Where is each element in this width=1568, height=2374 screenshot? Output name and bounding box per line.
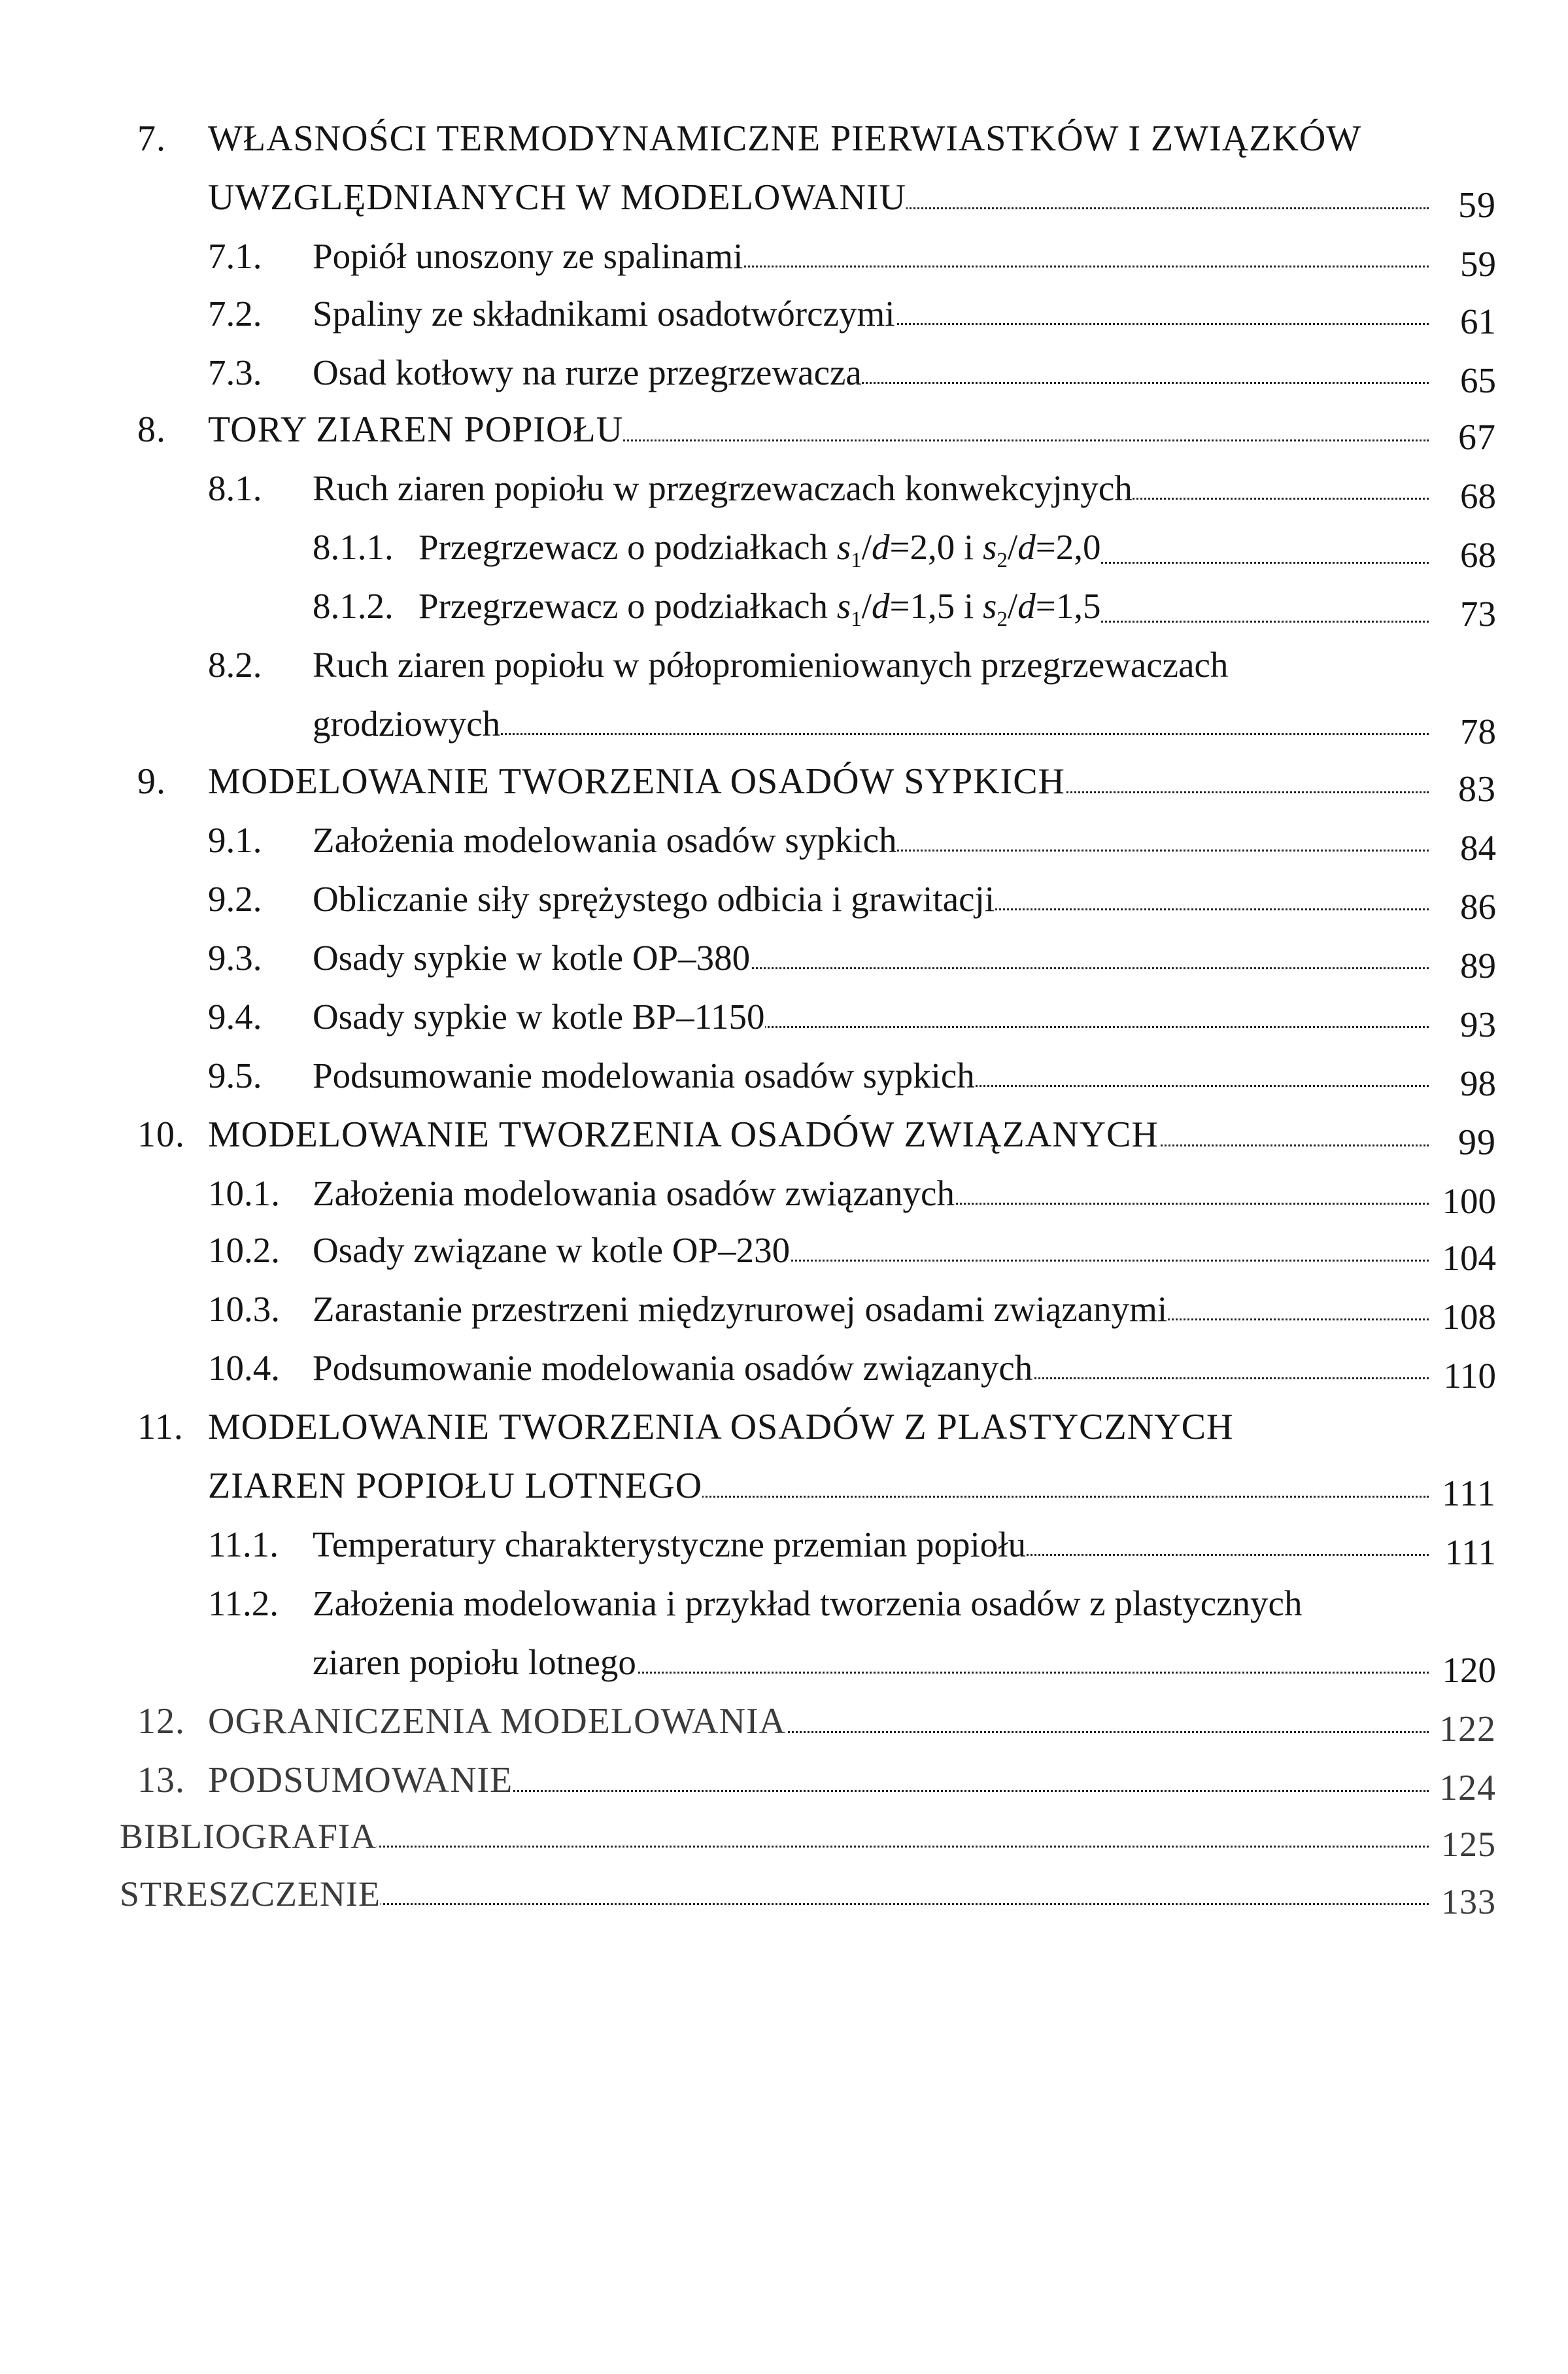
- toc-entry-7-3[interactable]: [0, 352, 1568, 411]
- toc-entry-7[interactable]: [0, 118, 1568, 177]
- toc-number: 8.1.: [208, 468, 262, 508]
- toc-entry-11-continued[interactable]: [0, 1465, 1568, 1524]
- toc-title: [313, 1055, 1429, 1096]
- toc-number: 9.4.: [208, 997, 262, 1037]
- toc-page-number: 120: [1442, 1650, 1496, 1690]
- toc-page-number: 122: [1439, 1709, 1496, 1749]
- toc-number: 10.: [137, 1114, 185, 1155]
- toc-title: [313, 996, 1429, 1037]
- toc-title: [208, 409, 1429, 451]
- toc-page-number: 104: [1442, 1238, 1496, 1278]
- toc-page-number: 93: [1460, 1005, 1496, 1044]
- toc-title: [208, 761, 1429, 802]
- toc-title-text: STRESZCZENIE: [120, 1874, 381, 1914]
- toc-title: WŁASNOŚCI TERMODYNAMICZNE PIERWIASTKÓW I ZWIĄZKÓW: [208, 118, 1362, 159]
- toc-number: 10.4.: [208, 1348, 280, 1388]
- toc-title-text: Zarastanie przestrzeni międzyrurowej osadami związanymi: [313, 1289, 1168, 1329]
- toc-title: [313, 1347, 1429, 1388]
- toc-entry-7-2[interactable]: [0, 293, 1568, 352]
- toc-title: [313, 819, 1429, 861]
- toc-title-text: Osady związane w kotle OP–230: [313, 1230, 791, 1270]
- toc-title: [313, 235, 1429, 277]
- toc-number: 8.1.2.: [313, 586, 394, 626]
- toc-title-text: OGRANICZENIA MODELOWANIA: [208, 1701, 787, 1742]
- toc-number: 13.: [137, 1760, 185, 1800]
- toc-title: [313, 703, 1429, 744]
- toc-title: Ruch ziaren popiołu w półopromieniowanych przegrzewaczach: [313, 645, 1229, 685]
- toc-number: 9.2.: [208, 879, 262, 919]
- toc-title-text: Obliczanie siły sprężystego odbicia i grawitacji: [313, 879, 995, 919]
- toc-title: [313, 293, 1429, 334]
- toc-entry-11-2[interactable]: [0, 1583, 1568, 1642]
- toc-title: [313, 1288, 1429, 1330]
- toc-title-text: MODELOWANIE TWORZENIA OSADÓW SYPKICH: [208, 761, 1065, 802]
- toc-entry-8-2[interactable]: [0, 644, 1568, 703]
- toc-number: 7.: [137, 118, 166, 159]
- toc-title: [313, 468, 1429, 509]
- toc-title: [313, 1642, 1429, 1683]
- toc-number: 8.: [137, 409, 166, 450]
- toc-title-text: Założenia modelowania osadów związanych: [313, 1173, 955, 1213]
- toc-page-number: 84: [1460, 828, 1496, 868]
- toc-page-number: 73: [1460, 594, 1496, 634]
- toc-entry-9-2[interactable]: [0, 878, 1568, 937]
- toc-page-number: 89: [1460, 946, 1496, 986]
- toc-entry-11[interactable]: [0, 1406, 1568, 1465]
- toc-title-text: BIBLIOGRAFIA: [120, 1817, 377, 1856]
- toc-title: [313, 937, 1429, 978]
- toc-number: 12.: [137, 1701, 185, 1742]
- toc-entry-10[interactable]: [0, 1114, 1568, 1173]
- toc-title-text: Popiół unoszony ze spalinami: [313, 236, 743, 276]
- toc-title-text: Przegrzewacz o podziałkach $s_1/d=2,0$ i $s_2/d=2,0$: [418, 527, 1101, 572]
- toc-number: 10.2.: [208, 1230, 280, 1270]
- toc-title-text: Osady sypkie w kotle BP–1150: [313, 997, 765, 1037]
- toc-number: 11.: [137, 1407, 184, 1447]
- toc-page-number: 111: [1444, 1532, 1496, 1572]
- toc-title: [313, 352, 1429, 393]
- toc-page-number: 86: [1460, 887, 1496, 927]
- toc-title-text: grodziowych: [313, 704, 501, 744]
- toc-entry-9-1[interactable]: [0, 819, 1568, 878]
- toc-page-number: 78: [1460, 712, 1496, 751]
- toc-title-text: Osad kotłowy na rurze przegrzewacza: [313, 353, 862, 392]
- toc-entry-11-1[interactable]: [0, 1524, 1568, 1583]
- toc-page-number: 99: [1458, 1122, 1496, 1163]
- toc-number: 8.1.1.: [313, 527, 394, 567]
- toc-entry-10-1[interactable]: [0, 1173, 1568, 1231]
- toc-title-text: Podsumowanie modelowania osadów związanych: [313, 1348, 1033, 1388]
- toc-entry-10-3[interactable]: [0, 1288, 1568, 1347]
- toc-title: [208, 1700, 1429, 1742]
- toc-page-number: 68: [1460, 476, 1496, 516]
- toc-number: 11.1.: [208, 1524, 279, 1564]
- toc-title-text: Spaliny ze składnikami osadotwórczymi: [313, 294, 895, 334]
- toc-entry-7-continued[interactable]: [0, 177, 1568, 235]
- toc-title: [208, 1114, 1429, 1156]
- toc-title: [208, 177, 1429, 218]
- toc-title: [120, 1874, 1429, 1914]
- toc-number: 10.1.: [208, 1173, 280, 1213]
- toc-entry-13[interactable]: [0, 1759, 1568, 1818]
- toc-page-number: 61: [1460, 301, 1496, 341]
- toc-title-text: Przegrzewacz o podziałkach $s_1/d=1,5$ i $s_2/d=1,5$: [418, 586, 1101, 631]
- toc-title-text: ZIAREN POPIOŁU LOTNEGO: [208, 1466, 703, 1506]
- toc-page-number: 125: [1441, 1825, 1496, 1864]
- toc-entry-9[interactable]: [0, 761, 1568, 819]
- toc-page-number: 133: [1441, 1882, 1496, 1921]
- toc-page-number: 65: [1460, 360, 1496, 400]
- toc-number: 11.2.: [208, 1583, 279, 1623]
- toc-title: [313, 1524, 1429, 1565]
- toc-title-text: MODELOWANIE TWORZENIA OSADÓW ZWIĄZANYCH: [208, 1114, 1159, 1155]
- toc-title: [208, 1465, 1429, 1507]
- toc-title-text: Temperatury charakterystyczne przemian popiołu: [313, 1524, 1027, 1564]
- toc-title-text: Podsumowanie modelowania osadów sypkich: [313, 1056, 975, 1095]
- toc-number: 7.2.: [208, 294, 262, 334]
- toc-title: [418, 526, 1429, 573]
- toc-entry-8[interactable]: [0, 409, 1568, 468]
- toc-page-number: 98: [1460, 1063, 1496, 1103]
- toc-page-number: 59: [1458, 185, 1496, 226]
- toc-entry-streszczenie[interactable]: [0, 1874, 1568, 1933]
- toc-entry-10-2[interactable]: [0, 1230, 1568, 1288]
- toc-entry-8-1-2[interactable]: [0, 585, 1568, 644]
- toc-number: 9.: [137, 761, 166, 802]
- toc-title-text: PODSUMOWANIE: [208, 1760, 513, 1800]
- toc-title-text: Osady sypkie w kotle OP–380: [313, 938, 751, 978]
- toc-page-number: 67: [1458, 417, 1496, 458]
- toc-entry-9-4[interactable]: [0, 996, 1568, 1055]
- toc-number: 7.3.: [208, 353, 262, 392]
- toc-title: Założenia modelowania i przykład tworzenia osadów z plastycznych: [313, 1583, 1303, 1623]
- toc-title-text: UWZGLĘDNIANYCH W MODELOWANIU: [208, 177, 906, 218]
- toc-number: 9.3.: [208, 938, 262, 978]
- toc-number: 7.1.: [208, 236, 262, 276]
- toc-page-number: 68: [1460, 535, 1496, 575]
- toc-entry-8-2-continued[interactable]: [0, 703, 1568, 762]
- toc-entry-11-2-continued[interactable]: [0, 1642, 1568, 1700]
- toc-title-text: Założenia modelowania osadów sypkich: [313, 820, 897, 860]
- toc-entry-10-4[interactable]: [0, 1347, 1568, 1406]
- toc-entry-7-1[interactable]: [0, 235, 1568, 294]
- toc-entry-8-1[interactable]: [0, 468, 1568, 526]
- toc-title: [313, 878, 1429, 920]
- toc-title-text: TORY ZIAREN POPIOŁU: [208, 409, 624, 450]
- toc-title: [313, 1173, 1429, 1214]
- toc-page-number: 83: [1458, 769, 1496, 810]
- toc-title: [418, 585, 1429, 632]
- toc-entry-9-3[interactable]: [0, 937, 1568, 996]
- toc-page-number: 110: [1443, 1356, 1496, 1396]
- toc-number: 8.2.: [208, 645, 262, 685]
- toc-number: 10.3.: [208, 1289, 280, 1329]
- toc-title: MODELOWANIE TWORZENIA OSADÓW Z PLASTYCZNYCH: [208, 1407, 1234, 1447]
- toc-page-number: 111: [1442, 1473, 1496, 1514]
- toc-entry-8-1-1[interactable]: [0, 526, 1568, 585]
- toc-page-number: 124: [1439, 1768, 1496, 1808]
- toc-entry-9-5[interactable]: [0, 1055, 1568, 1114]
- toc-entry-bibliografia[interactable]: [0, 1816, 1568, 1875]
- toc-page-number: 100: [1442, 1181, 1496, 1221]
- toc-title: [208, 1759, 1429, 1801]
- toc-page-number: 59: [1460, 244, 1496, 284]
- toc-title: [313, 1230, 1429, 1271]
- toc-title: [120, 1816, 1429, 1857]
- toc-number: 9.1.: [208, 820, 262, 860]
- toc-number: 9.5.: [208, 1056, 262, 1095]
- toc-title-text: ziaren popiołu lotnego: [313, 1642, 636, 1682]
- toc-page-number: 108: [1442, 1297, 1496, 1337]
- toc-entry-12[interactable]: [0, 1700, 1568, 1759]
- toc-title-text: Ruch ziaren popiołu w przegrzewaczach konwekcyjnych: [313, 468, 1133, 508]
